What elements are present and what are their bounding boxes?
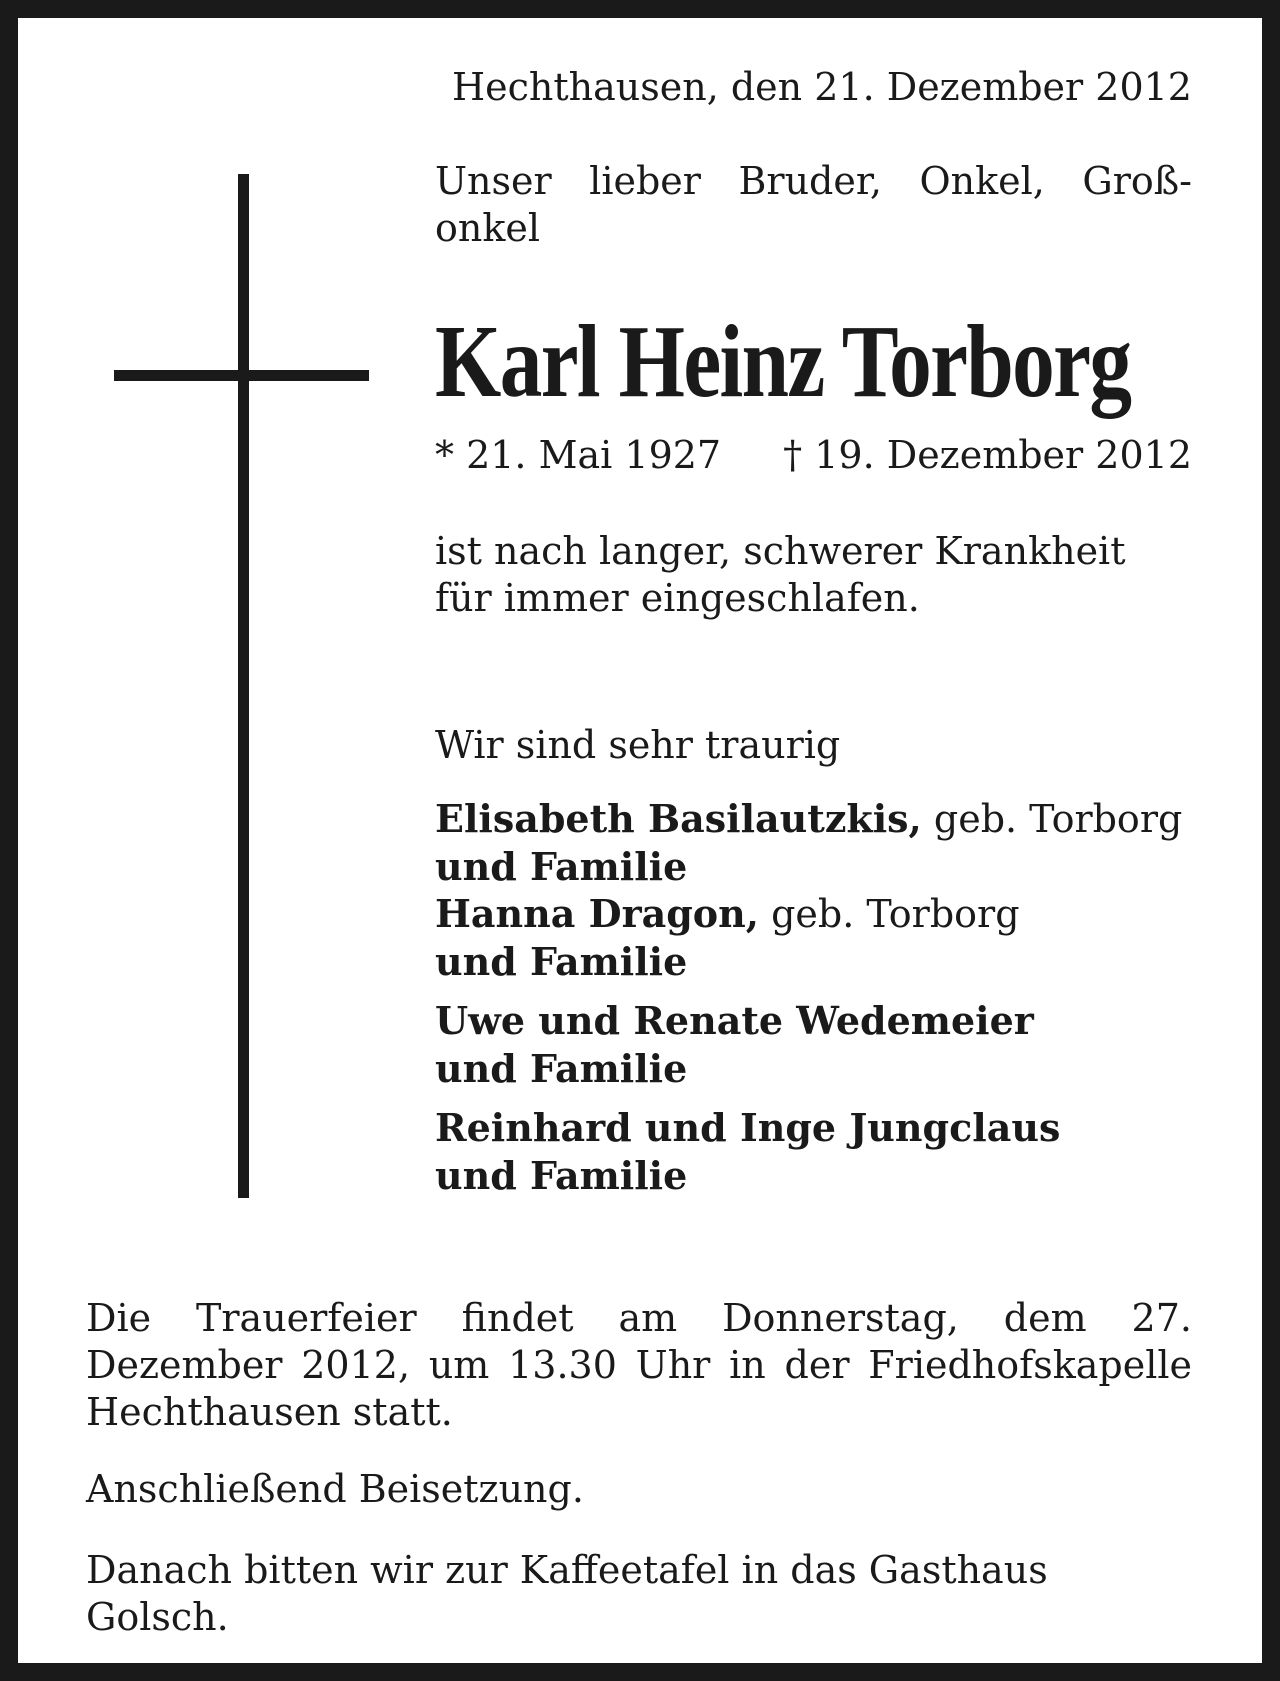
place-date: Hechthausen, den 21. Dezember 2012 — [451, 65, 1192, 109]
funeral-info: Die Trauerfeier findet am Donnerstag, dem 27. Dezember 2012, um 13.30 Uhr in der Friedhofskapelle Hechthausen statt. — [86, 1296, 1192, 1434]
mourner-entry — [435, 795, 1192, 890]
mourner-entry — [435, 890, 1192, 985]
mourner-family: und Familie — [435, 939, 688, 984]
mourner-family: und Familie — [435, 844, 688, 889]
life-dates — [435, 430, 1192, 480]
deceased-name: Karl Heinz Torborg — [435, 304, 1131, 419]
mourner-entry — [435, 997, 1192, 1092]
intro-text: Unser lieber Bruder, Onkel, Groß-onkel — [435, 159, 1192, 250]
mourner-family: und Familie — [435, 1046, 688, 1091]
birth-date: * 21. Mai 1927 — [435, 433, 722, 477]
mourners-list — [435, 795, 1192, 1211]
burial-note: Anschließend Beisetzung. — [86, 1467, 584, 1511]
passing-line: für immer eingeschlafen. — [435, 576, 920, 620]
coffee-note: Danach bitten wir zur Kaffeetafel in das Gasthaus Golsch. — [86, 1548, 1048, 1639]
mourner-name: Hanna Dragon, — [435, 891, 760, 936]
cross-horizontal-beam — [114, 370, 369, 381]
passing-text — [435, 528, 1192, 622]
mourner-family: und Familie — [435, 1153, 688, 1198]
passing-line: ist nach langer, schwerer Krankheit — [435, 529, 1126, 573]
mourner-name: Elisabeth Basilautzkis, — [435, 796, 922, 841]
mourning-statement: Wir sind sehr traurig — [435, 723, 841, 767]
death-date: † 19. Dezember 2012 — [783, 433, 1192, 477]
cross-vertical-beam — [238, 174, 249, 1198]
mourner-entry — [435, 1104, 1192, 1199]
mourner-name: Reinhard und Inge Jungclaus — [435, 1105, 1061, 1150]
mourner-note: geb. Torborg — [921, 797, 1183, 841]
mourner-name: Uwe und Renate Wedemeier — [435, 998, 1034, 1043]
mourner-note: geb. Torborg — [759, 892, 1020, 936]
